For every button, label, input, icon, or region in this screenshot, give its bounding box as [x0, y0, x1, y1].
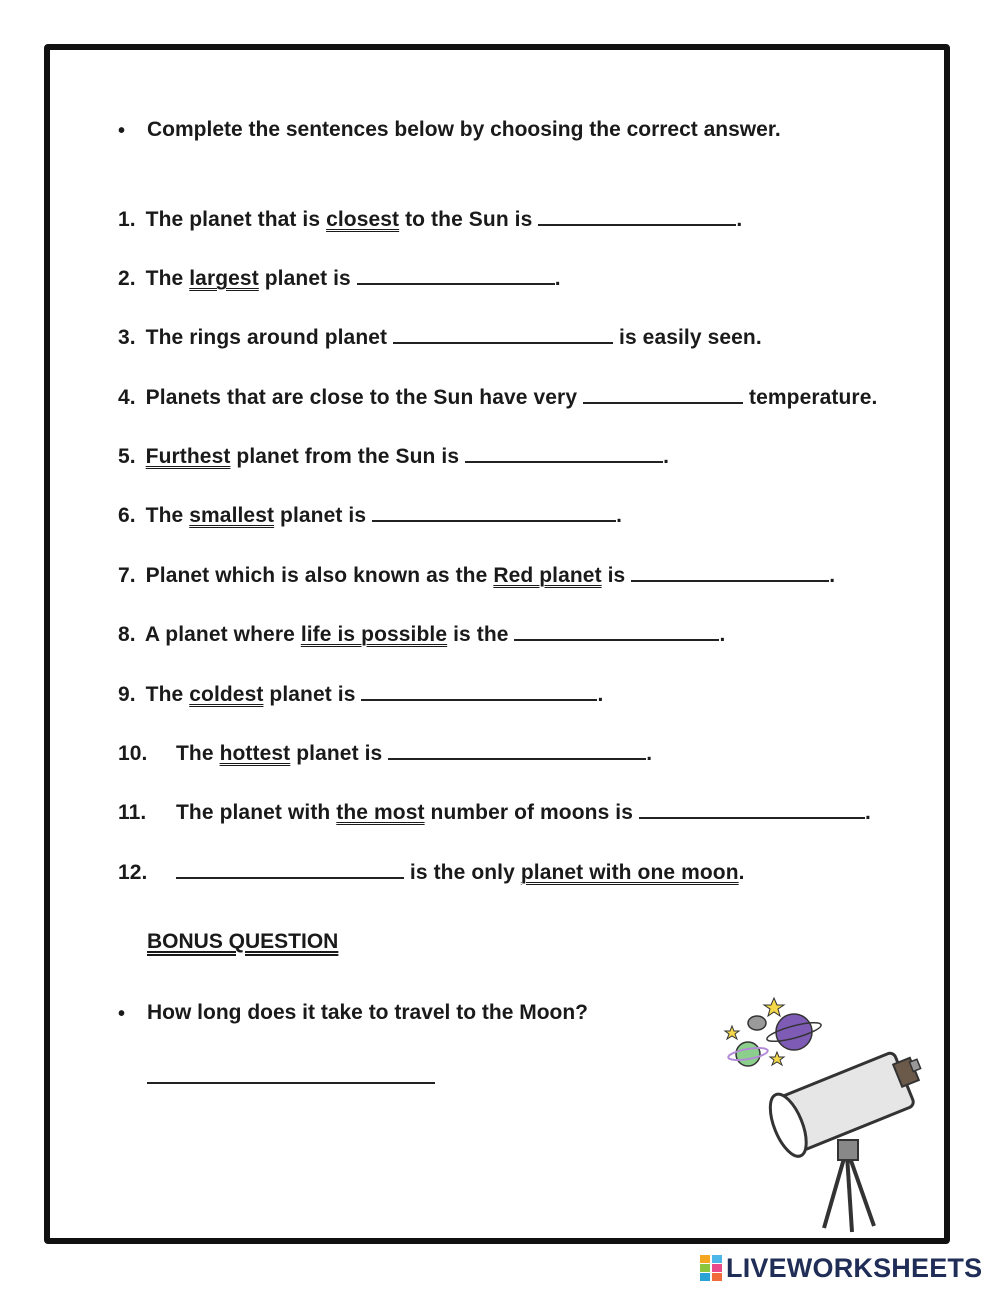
question-4 — [118, 382, 877, 412]
answer-blank[interactable] — [631, 560, 829, 582]
telescope-illustration — [712, 990, 942, 1240]
question-text: The — [176, 742, 220, 765]
keyword: the most — [336, 801, 425, 824]
question-end: . — [738, 861, 745, 884]
answer-blank[interactable] — [583, 382, 743, 404]
question-6 — [118, 500, 622, 530]
question-text: The planet that is — [145, 208, 327, 231]
question-12 — [118, 857, 745, 887]
question-text: The planet with — [176, 801, 337, 824]
keyword: Furthest — [145, 445, 231, 468]
question-text: The — [145, 683, 190, 706]
question-text: Planet which is also known as the — [145, 564, 494, 587]
question-text: planet is — [274, 504, 373, 527]
keyword: coldest — [189, 683, 264, 706]
question-number: 1. — [118, 208, 136, 231]
question-9 — [118, 679, 603, 709]
question-end: temperature. — [743, 386, 878, 409]
keyword: smallest — [189, 504, 275, 527]
question-number: 6. — [118, 504, 136, 527]
question-end: is easily seen. — [613, 326, 762, 349]
asteroid-icon — [748, 1016, 766, 1030]
bullet-icon: • — [118, 120, 126, 142]
question-number: 12. — [118, 861, 148, 884]
liveworksheets-logo — [700, 1252, 982, 1284]
question-number: 11. — [118, 801, 147, 824]
question-end: . — [736, 208, 743, 231]
answer-blank[interactable] — [639, 797, 865, 819]
keyword: largest — [189, 267, 259, 290]
question-number: 4. — [118, 386, 136, 409]
question-end: . — [829, 564, 836, 587]
answer-blank[interactable] — [357, 263, 555, 285]
answer-blank[interactable] — [388, 738, 646, 760]
star-icon — [725, 1026, 739, 1039]
question-text: The — [145, 267, 190, 290]
question-end: . — [597, 683, 604, 706]
answer-blank[interactable] — [361, 679, 597, 701]
question-text: planet is — [290, 742, 389, 765]
question-text: planet from the Sun is — [230, 445, 466, 468]
question-number: 5. — [118, 445, 136, 468]
question-text: Planets that are close to the Sun have very — [145, 386, 584, 409]
question-end: . — [646, 742, 653, 765]
question-number: 3. — [118, 326, 136, 349]
answer-blank[interactable] — [176, 857, 404, 879]
question-end: . — [554, 267, 561, 290]
brand-name: LIVEWORKSHEETS — [726, 1252, 983, 1283]
bullet-icon: • — [118, 1003, 126, 1025]
bonus-question: How long does it take to travel to the Moon? — [147, 1001, 589, 1024]
answer-blank[interactable] — [372, 500, 616, 522]
purple-planet-icon — [776, 1014, 812, 1050]
question-5 — [118, 441, 669, 471]
question-text: planet is — [263, 683, 362, 706]
question-end: . — [616, 504, 622, 527]
question-text: The — [145, 504, 190, 527]
keyword: life is possible — [300, 623, 448, 646]
question-text: number of moons is — [424, 801, 639, 824]
question-10 — [118, 738, 652, 768]
question-end: . — [864, 801, 871, 824]
keyword: hottest — [219, 742, 291, 765]
answer-blank[interactable] — [514, 619, 719, 641]
question-number: 2. — [118, 267, 136, 290]
green-planet-icon — [736, 1042, 760, 1066]
question-2 — [118, 263, 561, 293]
question-text: to the Sun is — [399, 208, 539, 231]
question-number: 8. — [118, 623, 136, 646]
question-end: . — [719, 623, 726, 646]
question-number: 9. — [118, 683, 136, 706]
brand-logo-icon — [700, 1255, 722, 1281]
question-end: . — [663, 445, 669, 468]
question-3 — [118, 322, 762, 352]
question-number: 7. — [118, 564, 136, 587]
question-1 — [118, 204, 742, 234]
instruction-text: Complete the sentences below by choosing the correct answer. — [147, 118, 781, 141]
keyword: Red planet — [493, 564, 602, 587]
keyword: closest — [326, 208, 400, 231]
answer-blank[interactable] — [538, 204, 736, 226]
star-icon — [770, 1052, 784, 1065]
question-8 — [118, 619, 725, 649]
question-text: The rings around planet — [145, 326, 394, 349]
star-icon — [764, 998, 784, 1016]
question-text: planet is — [258, 267, 357, 290]
bonus-answer-blank[interactable] — [147, 1082, 435, 1084]
bonus-title: BONUS QUESTION — [147, 930, 339, 953]
keyword: planet with one moon — [520, 861, 739, 884]
question-text: is the only — [404, 861, 521, 884]
question-number: 10. — [118, 742, 148, 765]
question-7 — [118, 560, 835, 590]
answer-blank[interactable] — [393, 322, 613, 344]
question-text: is — [601, 564, 632, 587]
question-text: is the — [447, 623, 515, 646]
question-11 — [118, 797, 871, 827]
question-text: A planet where — [144, 623, 301, 646]
answer-blank[interactable] — [465, 441, 663, 463]
